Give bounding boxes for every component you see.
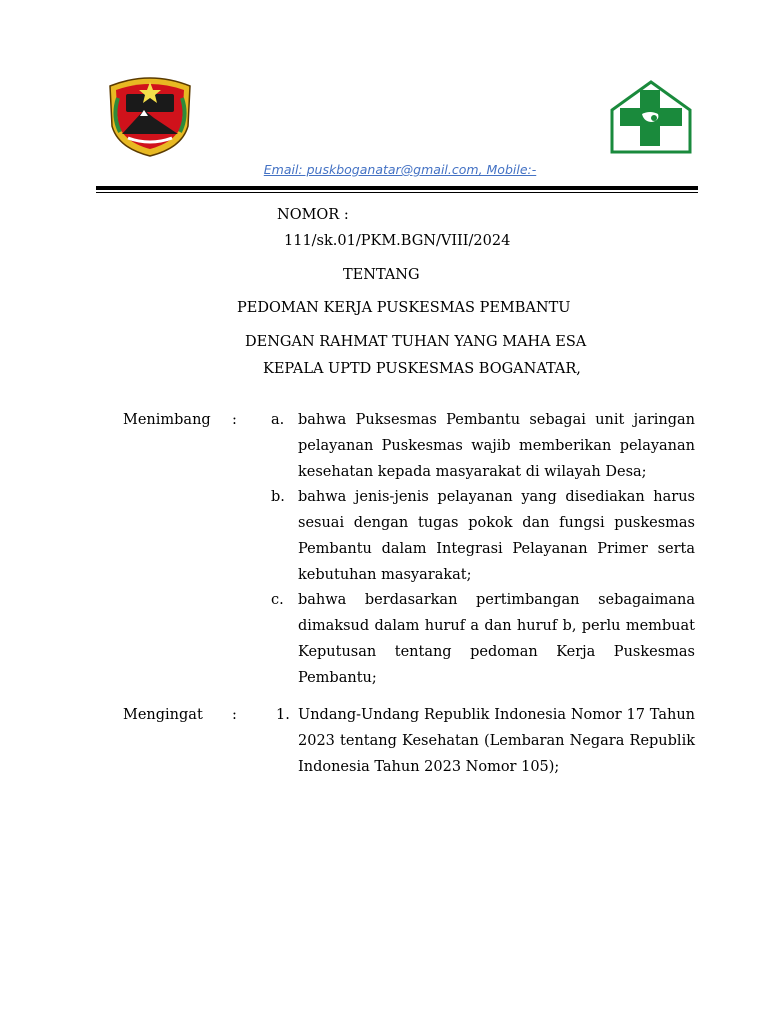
mengingat-item-text: Undang-Undang Republik Indonesia Nomor 17 Tahun 2023 tentang Kesehatan (Lembaran Negara Republik Indonesia Tahun 2023 Nomor 105); — [298, 707, 695, 775]
issuing-official: KEPALA UPTD PUSKESMAS BOGANATAR, — [263, 361, 581, 377]
nomor-value: 111/sk.01/PKM.BGN/VIII/2024 — [284, 233, 511, 249]
menimbang-label: Menimbang — [123, 412, 211, 428]
decree-subject: PEDOMAN KERJA PUSKESMAS PEMBANTU — [237, 300, 571, 316]
contact-email-line[interactable]: Email: puskboganatar@gmail.com, Mobile:- — [263, 162, 537, 177]
nomor-label: NOMOR : — [277, 207, 349, 223]
menimbang-item-marker: a. — [271, 412, 285, 428]
health-ministry-logo — [608, 80, 694, 154]
mengingat-item-marker: 1. — [276, 707, 290, 723]
menimbang-item-marker: c. — [271, 592, 284, 608]
header-divider-thick — [96, 186, 698, 190]
menimbang-item-marker: b. — [271, 489, 285, 505]
menimbang-item-text: bahwa jenis-jenis pelayanan yang disediakan harus sesuai dengan tugas pokok dan fungsi puskesmas Pembantu dalam Integrasi Pelayanan Primer serta kebutuhan masyarakat; — [298, 489, 695, 583]
menimbang-item-text: bahwa berdasarkan pertimbangan sebagaimana dimaksud dalam huruf a dan huruf b, perlu membuat Keputusan tentang pedoman Kerja Puskesmas Pembantu; — [298, 592, 695, 686]
regency-emblem-logo — [104, 76, 196, 158]
mengingat-label: Mengingat — [123, 707, 203, 723]
tentang-heading: TENTANG — [343, 267, 420, 283]
menimbang-colon: : — [232, 412, 237, 428]
mengingat-colon: : — [232, 707, 237, 723]
menimbang-item-text: bahwa Puksesmas Pembantu sebagai unit jaringan pelayanan Puskesmas wajib memberikan pelayanan kesehatan kepada masyarakat di wilayah Desa; — [298, 412, 695, 480]
grace-statement: DENGAN RAHMAT TUHAN YANG MAHA ESA — [245, 334, 587, 350]
header-divider-thin — [96, 192, 698, 193]
